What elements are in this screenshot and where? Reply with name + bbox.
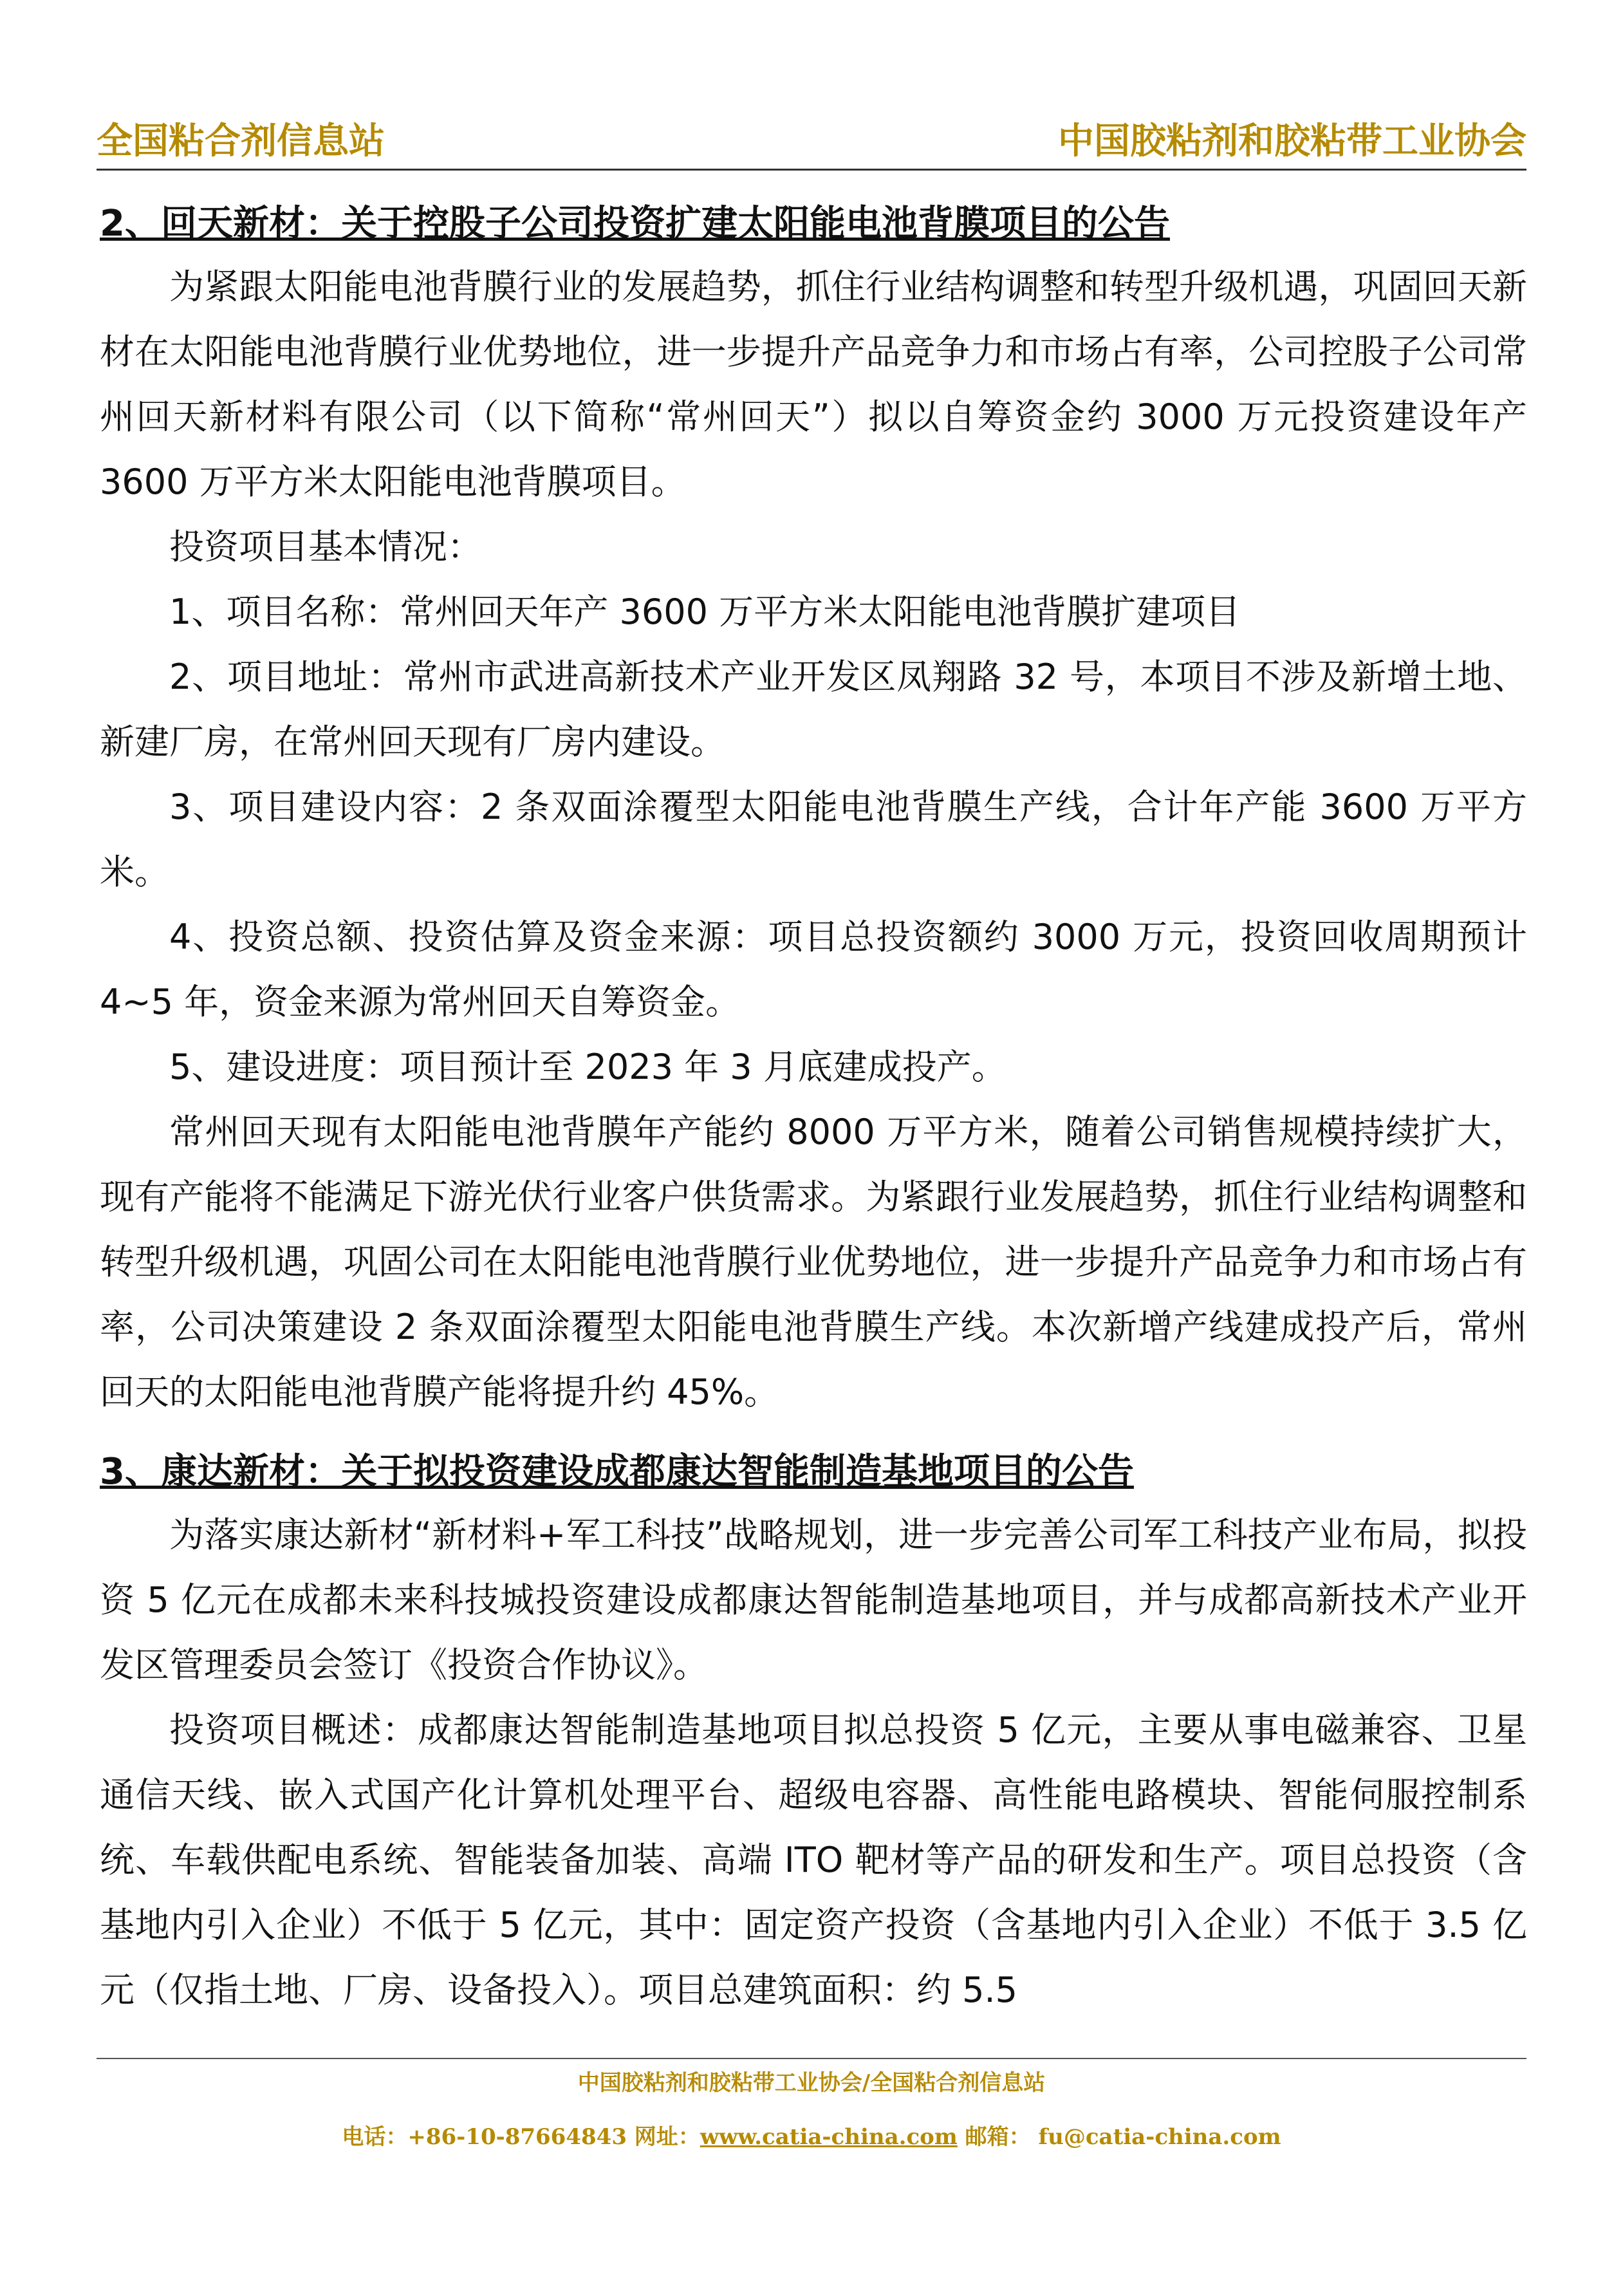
section-3-paragraph: 为落实康达新材“新材料+军工科技”战略规划，进一步完善公司军工科技产业布局，拟投资 5 亿元在成都未来科技城投资建设成都康达智能制造基地项目，并与成都高新技术产业开发区管理委员会签订《投资合作协议》。 xyxy=(100,1515,1527,1685)
section-2-paragraph: 常州回天现有太阳能电池背膜年产能约 8000 万平方米，随着公司销售规模持续扩大，现有产能将不能满足下游光伏行业客户供货需求。为紧跟行业发展趋势，抓住行业结构调整和转型升级机遇，巩固公司在太阳能电池背膜行业优势地位，进一步提升产品竞争力和市场占有率，公司决策建设 2 条双面涂覆型太阳能电池背膜生产线。本次新增产线建成投产后，常州回天的太阳能电池背膜产能将提升约 45%。 xyxy=(100,1112,1527,1412)
header-right-title: 中国胶粘剂和胶粘带工业协会 xyxy=(1058,120,1526,162)
section-3-paragraph: 投资项目概述：成都康达智能制造基地项目拟总投资 5 亿元，主要从事电磁兼容、卫星通信天线、嵌入式国产化计算机处理平台、超级电容器、高性能电路模块、智能伺服控制系统、车载供配电系统、智能装备加装、高端 ITO 靶材等产品的研发和生产。项目总投资（含基地内引入企业）不低于 5 亿元，其中：固定资产投资（含基地内引入企业）不低于 3.5 亿元（仅指土地、厂房、设备投入）。项目总建筑面积：约 5.5 xyxy=(100,1710,1527,2010)
footer-contact xyxy=(0,2119,1623,2151)
document-body xyxy=(100,193,1527,2022)
header-divider xyxy=(97,169,1526,171)
footer-divider xyxy=(97,2058,1526,2059)
section-2-title: 2、回天新材：关于控股子公司投资扩建太阳能电池背膜项目的公告 xyxy=(100,203,1170,245)
header-left-title: 全国粘合剂信息站 xyxy=(97,120,385,162)
section-2-paragraph: 投资项目基本情况： xyxy=(169,527,482,567)
section-2-paragraph: 1、项目名称：常州回天年产 3600 万平方米太阳能电池背膜扩建项目 xyxy=(169,592,1241,632)
section-2-paragraph: 2、项目地址：常州市武进高新技术产业开发区凤翔路 32 号，本项目不涉及新增土地、新建厂房，在常州回天现有厂房内建设。 xyxy=(100,657,1527,762)
section-2-paragraph: 4、投资总额、投资估算及资金来源：项目总投资额约 3000 万元，投资回收周期预计 4~5 年，资金来源为常州回天自筹资金。 xyxy=(100,917,1527,1022)
footer-email: 邮箱： fu@catia-china.com xyxy=(957,2124,1281,2150)
footer-website-link[interactable]: www.catia-china.com xyxy=(700,2124,958,2150)
section-3-title: 3、康达新材：关于拟投资建设成都康达智能制造基地项目的公告 xyxy=(100,1451,1134,1493)
page-header xyxy=(97,113,1526,171)
section-2-paragraph: 为紧跟太阳能电池背膜行业的发展趋势，抓住行业结构调整和转型升级机遇，巩固回天新材在太阳能电池背膜行业优势地位，进一步提升产品竞争力和市场占有率，公司控股子公司常州回天新材料有限公司（以下简称“常州回天”）拟以自筹资金约 3000 万元投资建设年产 3600 万平方米太阳能电池背膜项目。 xyxy=(100,266,1527,502)
section-2-paragraph: 3、项目建设内容：2 条双面涂覆型太阳能电池背膜生产线，合计年产能 3600 万平方米。 xyxy=(100,787,1527,892)
footer-organization: 中国胶粘剂和胶粘带工业协会/全国粘合剂信息站 xyxy=(577,2070,1046,2096)
footer-phone: 电话：+86-10-87664843 网址： xyxy=(342,2124,700,2150)
section-2-paragraph: 5、建设进度：项目预计至 2023 年 3 月底建成投产。 xyxy=(169,1047,1006,1087)
